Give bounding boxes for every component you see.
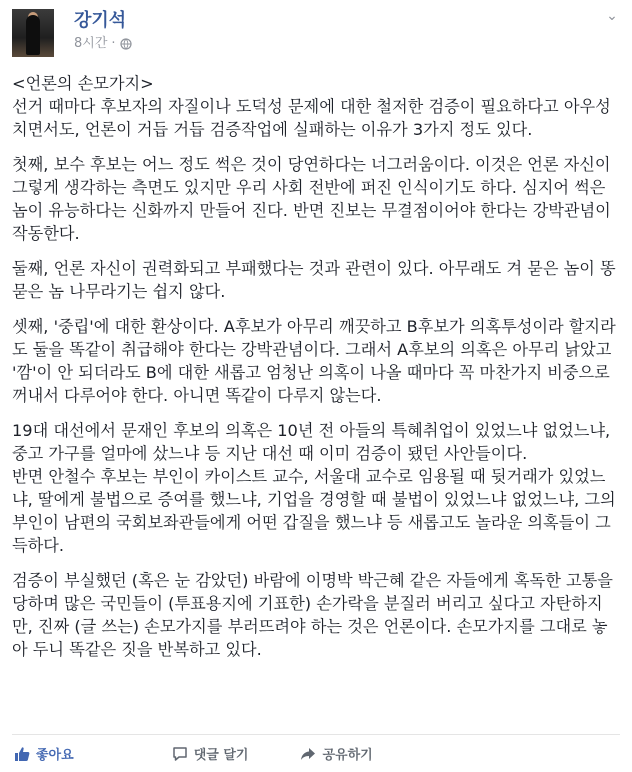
share-label: 공유하기 <box>322 748 373 763</box>
like-label: 좋아요 <box>36 748 74 763</box>
post-paragraph-4: 셋째, '중립'에 대한 환상이다. A후보가 아무리 깨끗하고 B후보가 의혹투성이라 할지라도 둘을 똑같이 취급해야 한다는 강박관념이다. 그래서 A후보의 의혹은 아무리 낡았고 '깜'이 안 되더라도 B에 대한 새롭고 엄청난 의혹이 나올 때마다 꼭 마찬가지 비중으로 꺼내서 다루어야 한다. 아니면 똑같이 다루지 않는다. <box>12 317 616 405</box>
comment-label: 댓글 달기 <box>193 748 249 763</box>
post-paragraph-2: 첫째, 보수 후보는 어느 정도 썩은 것이 당연하다는 너그러움이다. 이것은 언론 자신이 그렇게 생각하는 측면도 있지만 우리 사회 전반에 퍼진 인식이기도 하다. 심지어 썩은 놈이 유능하다는 신화까지 만들어 진다. 반면 진보는 무결점이어야 한다는 강박관념이 작동한다. <box>12 155 611 243</box>
post-paragraph-3: 둘째, 언론 자신이 권력화되고 부패했다는 것과 관련이 있다. 아무래도 겨 묻은 놈이 똥 묻은 놈 나무라기는 쉽지 않다. <box>12 259 616 301</box>
post-meta <box>74 9 132 52</box>
share-button[interactable] <box>300 744 372 763</box>
timestamp[interactable]: 8시간 <box>74 36 108 51</box>
post-paragraph-6: 반면 안철수 후보는 부인이 카이스트 교수, 서울대 교수로 임용될 때 뒷거래가 있었느냐, 딸에게 불법으로 증여를 했느냐, 기업을 경영할 때 불법이 있었느냐 없었느냐, 그의 부인이 남편의 국회보좌관들에게 어떤 갑질을 했느냐 등 새롭고도 놀라운 의혹들이 그득하다. <box>12 467 616 555</box>
post-paragraph-1: 선거 때마다 후보자의 자질이나 도덕성 문제에 대한 철저한 검증이 필요하다고 아우성 치면서도, 언론이 거듭 거듭 검증작업에 실패하는 이유가 3가지 정도 있다. <box>12 97 611 139</box>
comment-button[interactable] <box>172 744 249 763</box>
post-paragraph-5: 19대 대선에서 문재인 후보의 의혹은 10년 전 아들의 특혜취업이 있었느냐 없었느냐, 중고 가구를 얼마에 샀느냐 등 지난 대선 때 이미 검증이 됐던 사안들이다. <box>12 421 611 463</box>
action-bar <box>0 735 632 772</box>
like-button[interactable] <box>14 744 74 763</box>
share-icon <box>300 746 316 762</box>
comment-icon <box>172 746 188 762</box>
avatar[interactable] <box>12 9 54 57</box>
post-paragraph-7: 검증이 부실했던 (혹은 눈 감았던) 바람에 이명박 박근혜 같은 자들에게 혹독한 고통을 당하며 많은 국민들이 (투표용지에 기표한) 손가락을 분질러 버리고 싶다고 자탄하지만, 진짜 (글 쓰는) 손모가지를 부러뜨려야 하는 것은 언론이다. 손모가지를 그대로 놓아 두니 똑같은 짓을 반복하고 있다. <box>12 571 613 659</box>
thumbs-up-icon <box>14 746 30 762</box>
post-options-chevron-icon[interactable]: ⌄ <box>606 8 618 24</box>
globe-icon <box>120 38 132 50</box>
separator-dot: · <box>111 36 116 51</box>
post-title: <언론의 손모가지> <box>12 74 154 93</box>
post-header <box>12 9 132 57</box>
author-name[interactable]: 강기석 <box>74 10 127 31</box>
timestamp-row <box>74 36 132 52</box>
post-body <box>12 72 622 673</box>
